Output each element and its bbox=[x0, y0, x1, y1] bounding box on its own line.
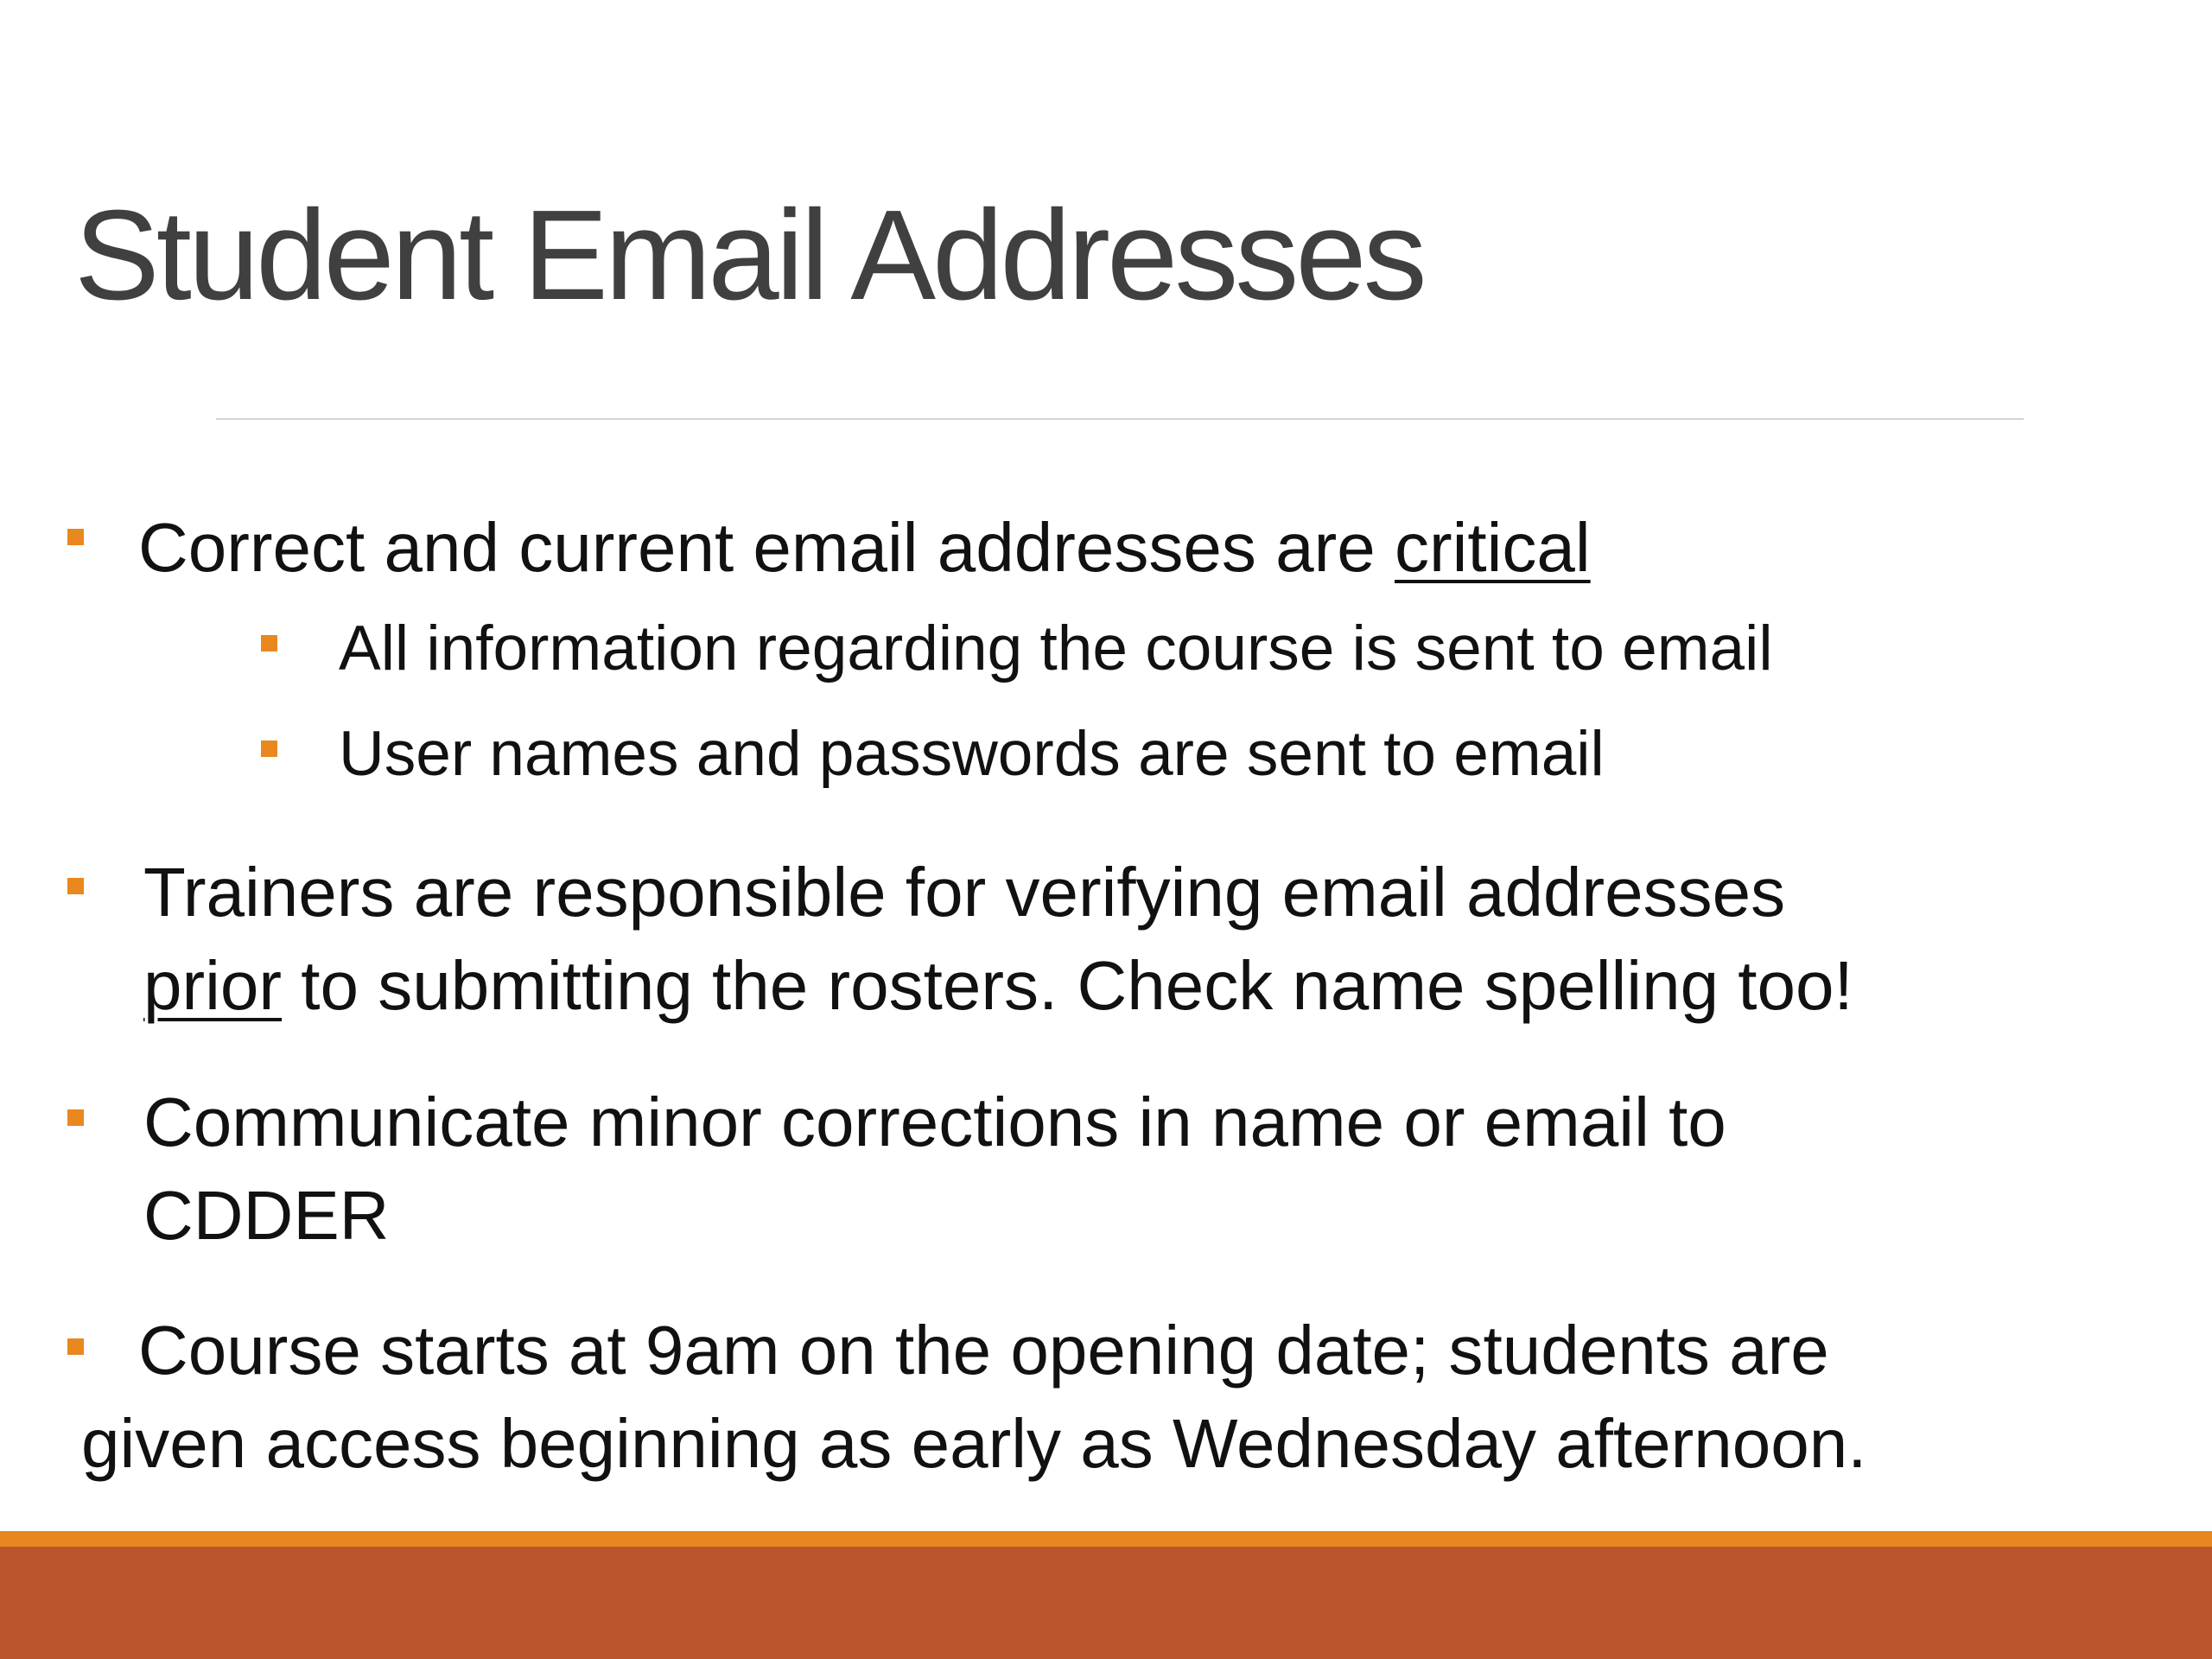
bullet-1-text bbox=[138, 505, 1591, 591]
sub-bullet-1-text: All information regarding the course is sent to email bbox=[339, 613, 1773, 683]
bullet-3-line-1: Communicate minor corrections in name or email to bbox=[143, 1084, 1726, 1160]
sub-bullet-1-marker bbox=[261, 635, 277, 652]
bullet-4-marker bbox=[67, 1338, 84, 1355]
bullet-1-lead: Correct and current email addresses are bbox=[138, 509, 1395, 586]
bullet-2-line-1: Trainers are responsible for verifying email addresses bbox=[143, 854, 1786, 931]
bullet-2-line-2 bbox=[143, 943, 1853, 1029]
bullet-2-marker bbox=[67, 878, 84, 894]
footer-band bbox=[0, 1547, 2212, 1659]
sub-bullet-2-text: User names and passwords are sent to email bbox=[339, 719, 1605, 789]
bullet-2-emphasis: prior bbox=[143, 947, 283, 1024]
footer-stripe bbox=[0, 1531, 2212, 1547]
bullet-4-line-1: Course starts at 9am on the opening date; students are bbox=[138, 1312, 1829, 1389]
title-divider bbox=[216, 418, 2024, 420]
slide-title: Student Email Addresses bbox=[74, 184, 1424, 327]
bullet-3-marker bbox=[67, 1109, 84, 1126]
sub-bullet-2-marker bbox=[261, 741, 277, 757]
bullet-3-line-2: CDDER bbox=[143, 1177, 390, 1254]
bullet-1-marker bbox=[67, 529, 84, 545]
bullet-1-emphasis: critical bbox=[1394, 509, 1591, 586]
bullet-4-line-2: given access beginning as early as Wednesday afternoon. bbox=[81, 1405, 1867, 1482]
bullet-2-rest: to submitting the rosters. Check name spelling too! bbox=[282, 947, 1853, 1024]
